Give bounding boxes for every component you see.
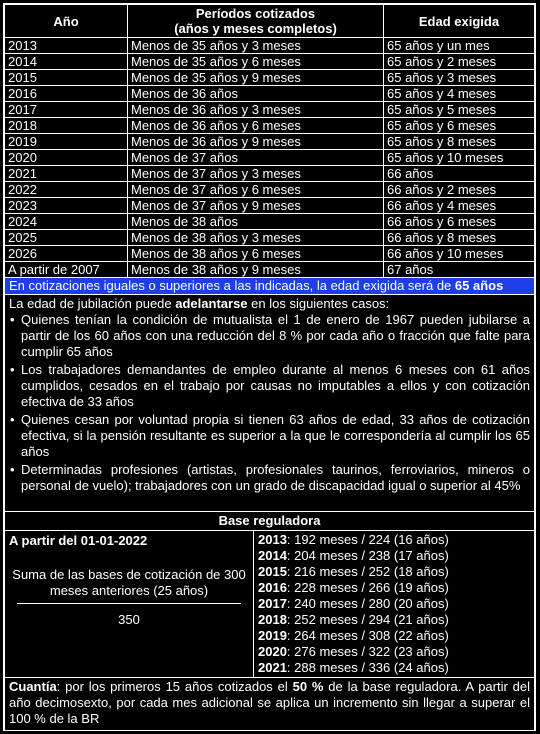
list-item [258, 612, 530, 628]
cell-age: 66 años y 4 meses [384, 198, 535, 214]
highlight-note [5, 278, 535, 295]
cell-year: 2022 [5, 182, 128, 198]
list-item [258, 628, 530, 644]
cell-year: A partir de 2007 [5, 262, 128, 278]
highlight-age: 65 años [454, 278, 504, 293]
table-row [5, 102, 535, 118]
list-item [258, 580, 530, 596]
header-periods [128, 5, 384, 38]
table-row [5, 70, 535, 86]
cell-year: 2014 [5, 54, 128, 70]
cell-age: 66 años y 10 meses [384, 246, 535, 262]
highlight-row [5, 278, 535, 295]
base-year: 2014 [258, 548, 287, 563]
cell-period: Menos de 37 años y 3 meses [128, 166, 384, 182]
table-row [5, 150, 535, 166]
cell-age: 65 años y 4 meses [384, 86, 535, 102]
formula-divider [17, 603, 241, 604]
case-text: Quienes cesan por voluntad propia si tienen 63 años de edad, 33 años de cotización efectiva, si la pensión resultante es superior a la que le correspondería al cumplir los 65 años [21, 412, 530, 459]
table-row [5, 230, 535, 246]
table-row [5, 166, 535, 182]
early-retirement-intro [9, 296, 530, 312]
list-item [9, 412, 530, 460]
formula-denominator: 350 [118, 612, 140, 627]
bullet-icon: • [10, 462, 15, 477]
base-year: 2015 [258, 564, 287, 579]
table-row [5, 86, 535, 102]
bullet-icon: • [10, 312, 15, 327]
retirement-info-panel [3, 3, 536, 731]
base-year-value: : 264 meses / 308 (22 años) [286, 628, 449, 643]
base-from-date: A partir del 01-01-2022 [9, 533, 148, 548]
table-row [5, 38, 535, 54]
base-title: Base reguladora [5, 512, 535, 531]
cell-year: 2025 [5, 230, 128, 246]
base-formula-cell [5, 531, 254, 678]
list-item [258, 644, 530, 660]
list-item [258, 564, 530, 580]
intro-bold: adelantarse [175, 296, 248, 311]
amount-text2: de la base reguladora. A partir del año decimosexto, por cada mes adicional se aplica un incremento sin llegar a superar el 100 % de la BR [9, 679, 530, 726]
intro-post: en los siguientes casos: [247, 296, 390, 311]
base-year: 2013 [258, 532, 287, 547]
cell-year: 2013 [5, 38, 128, 54]
base-year-value: : 216 meses / 252 (18 años) [286, 564, 449, 579]
early-retirement-row [5, 295, 535, 512]
cell-age: 66 años y 8 meses [384, 230, 535, 246]
base-title-row [5, 512, 535, 531]
base-year: 2016 [258, 580, 287, 595]
table-row [5, 214, 535, 230]
header-periods-line1: Períodos cotizados [195, 6, 316, 21]
base-year: 2017 [258, 596, 287, 611]
base-year-value: : 204 meses / 238 (17 años) [286, 548, 449, 563]
cell-period: Menos de 37 años [128, 150, 384, 166]
cell-age: 66 años y 6 meses [384, 214, 535, 230]
cell-age: 65 años y un mes [384, 38, 535, 54]
cell-year: 2019 [5, 134, 128, 150]
list-item [9, 462, 530, 494]
cell-period: Menos de 36 años y 9 meses [128, 134, 384, 150]
cell-age: 65 años y 8 meses [384, 134, 535, 150]
base-year-value: : 228 meses / 266 (19 años) [286, 580, 449, 595]
amount-section [5, 678, 535, 731]
list-item [258, 548, 530, 564]
table-row [5, 262, 535, 278]
cell-age: 65 años y 6 meses [384, 118, 535, 134]
list-item [9, 312, 530, 360]
cell-period: Menos de 36 años y 6 meses [128, 118, 384, 134]
cell-period: Menos de 38 años y 9 meses [128, 262, 384, 278]
case-text: Determinadas profesiones (artistas, profesionales taurinos, ferroviarios, mineros o personal de vuelo); trabajadores con un grado de discapacidad igual o superior al 45% [21, 462, 530, 493]
cell-period: Menos de 35 años y 3 meses [128, 38, 384, 54]
cell-age: 66 años y 2 meses [384, 182, 535, 198]
table-row [5, 182, 535, 198]
case-text: Los trabajadores demandantes de empleo durante al menos 6 meses con 61 años cumplidos, cesados en el trabajo por causas no imputables a ellos y con cotización efectiva de 33 años [21, 362, 530, 409]
header-periods-line2: (años y meses completos) [174, 21, 337, 36]
formula-numerator: Suma de las bases de cotización de 300 meses anteriores (25 años) [12, 567, 246, 598]
cell-year: 2018 [5, 118, 128, 134]
base-table [4, 531, 535, 731]
cell-period: Menos de 35 años y 9 meses [128, 70, 384, 86]
table-row [5, 54, 535, 70]
cell-year: 2021 [5, 166, 128, 182]
cell-period: Menos de 36 años [128, 86, 384, 102]
list-item [258, 596, 530, 612]
base-year-value: : 252 meses / 294 (21 años) [286, 612, 449, 627]
cell-year: 2015 [5, 70, 128, 86]
retirement-table [4, 4, 535, 531]
table-row [5, 134, 535, 150]
bullet-icon: • [10, 412, 15, 427]
base-year-value: : 192 meses / 224 (16 años) [286, 532, 449, 547]
cell-age: 65 años y 10 meses [384, 150, 535, 166]
base-years-list [258, 532, 530, 676]
amount-pct: 50 % [292, 679, 324, 694]
cell-age: 66 años [384, 166, 535, 182]
base-year-value: : 240 meses / 280 (20 años) [286, 596, 449, 611]
cell-period: Menos de 38 años y 6 meses [128, 246, 384, 262]
cell-period: Menos de 36 años y 3 meses [128, 102, 384, 118]
case-text: Quienes tenían la condición de mutualista el 1 de enero de 1967 pueden jubilarse a partir de los 60 años con una reducción del 8 % por cada año o fracción que falte para cumplir 65 años [21, 312, 530, 359]
early-retirement-cases [9, 312, 530, 494]
cell-year: 2017 [5, 102, 128, 118]
cell-age: 65 años y 3 meses [384, 70, 535, 86]
highlight-text: En cotizaciones iguales o superiores a las indicadas, la edad exigida será de [9, 278, 455, 293]
table-header-row [5, 5, 535, 38]
early-retirement-section [5, 295, 535, 512]
header-year: Año [5, 5, 128, 38]
cell-age: 65 años y 2 meses [384, 54, 535, 70]
base-year-value: : 288 meses / 336 (24 años) [286, 660, 449, 675]
table-row [5, 246, 535, 262]
cell-year: 2016 [5, 86, 128, 102]
base-year: 2021 [258, 660, 287, 675]
cell-year: 2024 [5, 214, 128, 230]
list-item [9, 362, 530, 410]
cell-period: Menos de 38 años [128, 214, 384, 230]
amount-text1: : por los primeros 15 años cotizados el [56, 679, 293, 694]
intro-pre: La edad de jubilación puede [9, 296, 176, 311]
cell-year: 2026 [5, 246, 128, 262]
cell-year: 2020 [5, 150, 128, 166]
cell-age: 65 años y 5 meses [384, 102, 535, 118]
header-age: Edad exigida [384, 5, 535, 38]
table-row [5, 118, 535, 134]
base-year: 2019 [258, 628, 287, 643]
cell-age: 67 años [384, 262, 535, 278]
base-year: 2020 [258, 644, 287, 659]
amount-label: Cuantía [9, 679, 57, 694]
list-item [258, 660, 530, 676]
bullet-icon: • [10, 362, 15, 377]
cell-period: Menos de 37 años y 9 meses [128, 198, 384, 214]
cell-period: Menos de 38 años y 3 meses [128, 230, 384, 246]
table-body [5, 38, 535, 278]
cell-period: Menos de 35 años y 6 meses [128, 54, 384, 70]
table-row [5, 198, 535, 214]
cell-year: 2023 [5, 198, 128, 214]
list-item [258, 532, 530, 548]
base-year: 2018 [258, 612, 287, 627]
base-years-cell [254, 531, 535, 678]
cell-period: Menos de 37 años y 6 meses [128, 182, 384, 198]
base-year-value: : 276 meses / 322 (23 años) [286, 644, 449, 659]
